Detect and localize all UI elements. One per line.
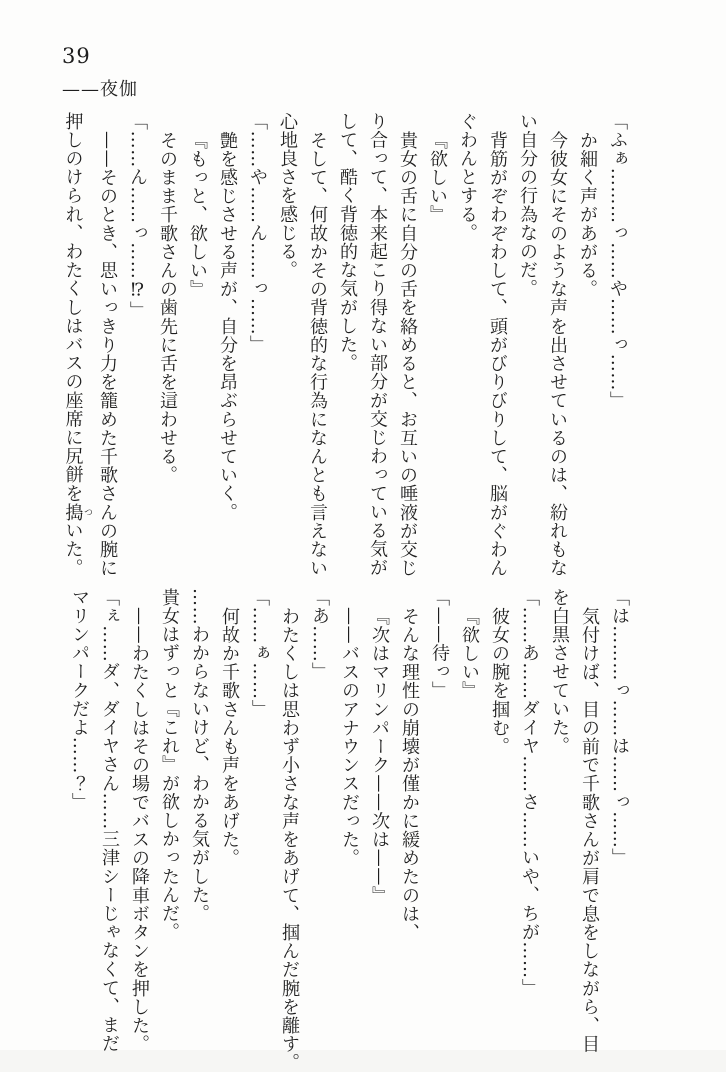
text-line: 『次はマリンパーク——次は——』 [364,588,394,1046]
text-line: か細く声があがる。 [572,112,602,586]
page-header [62,44,138,101]
text-line: そして、何故かその背徳的な行為になんとも言えない [302,112,332,586]
text-line: 彼女の腕を掴む。 [484,588,514,1046]
text-line: ——わたくしはその場でバスの降車ボタンを押した。 [124,588,154,1046]
text-line: 「ふぁ………っ……や……っ……」 [602,112,632,586]
top-text-block [62,112,632,586]
text-line: 「ぇ……ダ、ダイヤさん……三津シーじゃなくて、まだ [94,588,124,1046]
text-line: 今彼女にそのような声を出させているのは、紛れもな [542,112,572,586]
page-number: 39 [62,44,138,68]
text-line: 気付けば、目の前で千歌さんが肩で息をしながら、目 [574,588,604,1046]
text-line: そのまま千歌さんの歯先に舌を這わせる。 [152,112,182,586]
text-line: り合って、本来起こり得ない部分が交じわっている気が [362,112,392,586]
text-line: い自分の行為なのだ。 [512,112,542,586]
chapter-header: ——夜伽 [62,75,138,101]
text-line: そんな理性の崩壊が僅かに緩めたのは、 [394,588,424,1046]
text-line: 「……や……ん……っ……」 [242,112,272,586]
text-line: 心地良さを感じる。 [272,112,302,586]
text-line: 「——待っ」 [424,588,454,1046]
text-line: 貴女はずっと『これ』が欲しかったんだ。 [154,588,184,1046]
text-line: 『欲しい』 [454,588,484,1046]
text-line: マリンパークだよ……？」 [64,588,94,1046]
text-line: を白黒させていた。 [544,588,574,1046]
text-line: 貴女の舌に自分の舌を絡めると、お互いの唾液が交じ [392,112,422,586]
text-line: 『もっと、欲しい』 [182,112,212,586]
text-line: 「……あ……ダイヤ……さ……いや、ちが……」 [514,588,544,1046]
text-line: 押しのけられ、わたくしはバスの座席に尻餅を搗ついた。 [58,112,93,586]
text-line: 「……ぁ……」 [244,588,274,1046]
text-line: 艶を感じさせる声が、自分を昂ぶらせていく。 [212,112,242,586]
text-line: 「……ん……っ……⁉」 [122,112,152,586]
text-line: 背筋がぞわぞわして、頭がびりびりして、脳がぐわん [482,112,512,586]
text-line: 何故か千歌さんも声をあげた。 [214,588,244,1046]
bottom-text-block [44,588,634,1046]
text-line: わたくしは思わず小さな声をあげて、掴んだ腕を離す。 [274,588,304,1046]
text-line: ——そのとき、思いっきり力を籠めた千歌さんの腕に [92,112,122,586]
text-line: 「あ……」 [304,588,334,1046]
ruby-annotation: 搗つ [63,503,84,522]
text-line: ……わからないけど、わかる気がした。 [184,588,214,1046]
text-line: 『欲しい』 [422,112,452,586]
text-line: 「は………っ……は……っ……」 [604,588,634,1046]
text-line: ——バスのアナウンスだった。 [334,588,364,1046]
text-line: ぐわんとする。 [452,112,482,586]
text-line: して、酷く背徳的な気がした。 [332,112,362,586]
